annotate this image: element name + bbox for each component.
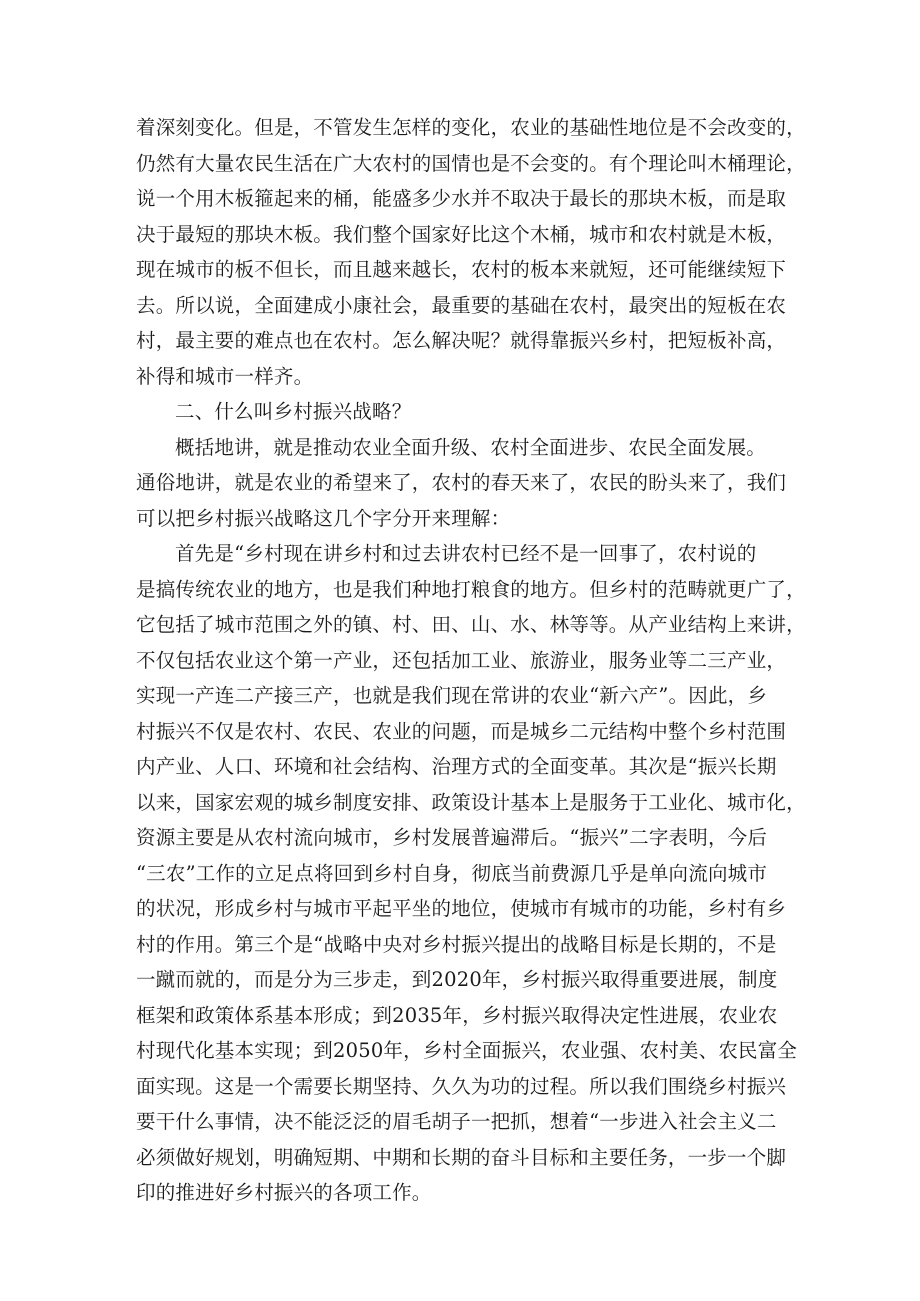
text-line: 概括地讲，就是推动农业全面升级、农村全面进步、农民全面发展。: [175, 435, 767, 459]
text-line: 不仅包括农业这个第一产业，还包括加工业、旅游业，服务业等二三产业，: [136, 648, 787, 672]
body-text: [136, 110, 806, 1211]
text-line: 决于最短的那块木板。我们整个国家好比这个木桶，城市和农村就是木板，: [136, 222, 787, 246]
text-line: 村振兴不仅是农村、农民、农业的问题，而是城乡二元结构中整个乡村范围: [136, 719, 787, 743]
text-line: 通俗地讲，就是农业的希望来了，农村的春天来了，农民的盼头来了，我们: [136, 471, 787, 494]
text-line: 仍然有大量农民生活在广大农村的国情也是不会变的。有个理论叫木桶理论，: [136, 151, 806, 175]
text-line: 可以把乡村振兴战略这几个字分开来理解：: [136, 506, 511, 530]
section-heading: 二、什么叫乡村振兴战略？: [175, 400, 412, 423]
text-line: 内产业、人口、环境和社会结构、治理方式的全面变革。其次是“振兴长期: [136, 755, 777, 778]
text-line: 现在城市的板不但长，而且越来越长，农村的板本来就短，还可能继续短下: [136, 258, 787, 281]
text-line: 它包括了城市范围之外的镇、村、田、山、水、林等等。从产业结构上来讲，: [136, 613, 806, 636]
text-line: 村的作用。第三个是“战略中央对乡村振兴提出的战略目标是长期的，不是: [136, 932, 777, 956]
text-line: 去。所以说，全面建成小康社会，最重要的基础在农村，最突出的短板在农: [136, 293, 787, 317]
text-line: 实现一产连二产接三产，也就是我们现在常讲的农业“新六产”。因此，乡: [136, 684, 768, 707]
text-line: 补得和城市一样齐。: [136, 364, 314, 388]
text-line: 村现代化基本实现；到2050年，乡村全面振兴，农业强、农村美、农民富全: [136, 1039, 798, 1062]
text-line: 一蹴而就的，而是分为三步走，到2020年，乡村振兴取得重要进展，制度: [136, 968, 778, 991]
text-line: 必须做好规划，明确短期、中期和长期的奋斗目标和主要任务，一步一个脚: [136, 1145, 787, 1169]
text-line: 着深刻变化。但是，不管发生怎样的变化，农业的基础性地位是不会改变的，: [136, 116, 806, 139]
text-line: 首先是“乡村现在讲乡村和过去讲农村已经不是一回事了，农村说的: [175, 542, 757, 565]
text-line: 说一个用木板箍起来的桶，能盛多少水并不取决于最长的那块木板，而是取: [136, 187, 787, 210]
text-line: 面实现。这是一个需要长期坚持、久久为功的过程。所以我们围绕乡村振兴: [136, 1074, 787, 1098]
text-line: 以来，国家宏观的城乡制度安排、政策设计基本上是服务于工业化、城市化，: [136, 790, 806, 814]
text-line: 村，最主要的难点也在农村。怎么解决呢？就得靠振兴乡村，把短板补高，: [136, 329, 787, 352]
text-line: 要干什么事情，决不能泛泛的眉毛胡子一把抓，想着“一步进入社会主义二: [136, 1110, 777, 1133]
text-line: “三农”工作的立足点将回到乡村自身，彻底当前费源几乎是单向流向城市: [136, 861, 768, 885]
text-line: 印的推进好乡村振兴的各项工作。: [136, 1181, 432, 1204]
text-line: 资源主要是从农村流向城市，乡村发展普遍滞后。“振兴”二字表明，今后: [136, 826, 768, 849]
text-line: 是搞传统农业的地方，也是我们种地打粮食的地方。但乡村的范畴就更广了，: [136, 577, 806, 601]
text-line: 框架和政策体系基本形成；到2035年，乡村振兴取得决定性进展，农业农: [136, 1003, 778, 1027]
text-line: 的状况，形成乡村与城市平起平坐的地位，使城市有城市的功能，乡村有乡: [136, 897, 787, 920]
